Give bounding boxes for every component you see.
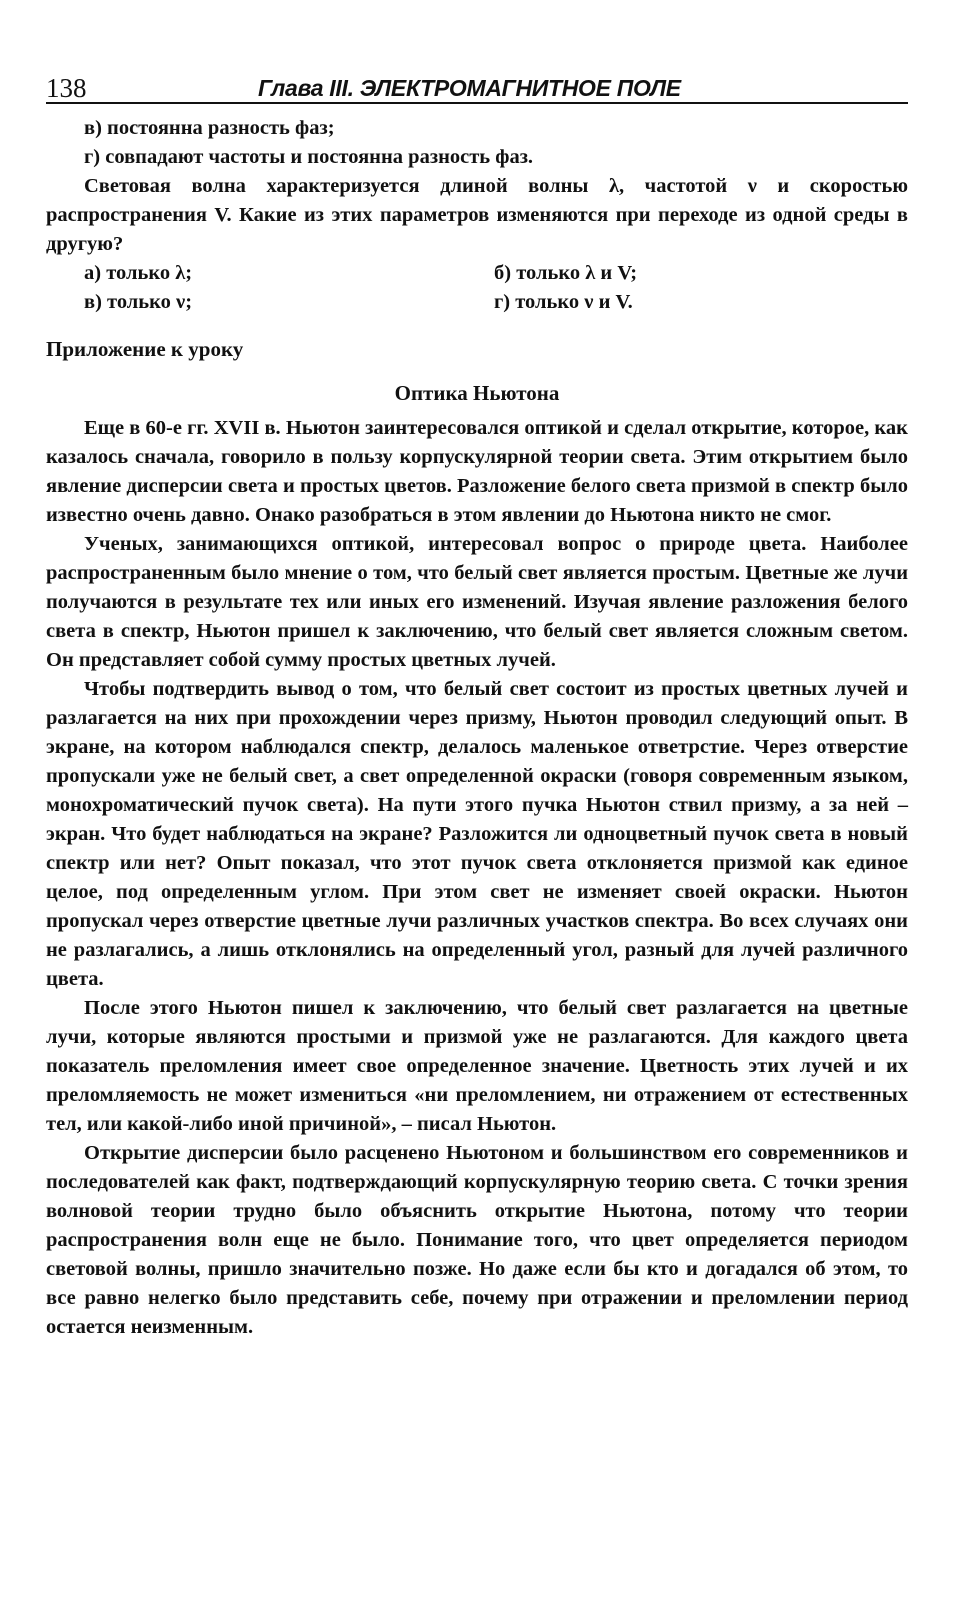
answer-c: в) только ν; (84, 291, 193, 313)
book-page (46, 72, 908, 1342)
section-heading: Приложение к уроку (46, 337, 244, 361)
previous-option-d: г) совпадают частоты и постоянна разность фаз. (84, 146, 534, 168)
paragraph: Еще в 60-е гг. XVII в. Ньютон заинтересовался оптикой и сделал открытие, которое, как казалось сначала, говорило в пользу корпускулярной теории света. Этим открытием было явление дисперсии света и простых цветов. Разложение белого света призмой в спектр было известно очень давно. Онако разобраться в этом явлении до Ньютона никто не смог. (46, 417, 908, 526)
question-text: Световая волна характеризуется длиной волны λ, частотой ν и скоростью распространения V. Какие из этих параметров изменяются при переходе из одной среды в другую? (46, 175, 908, 255)
article-body (46, 414, 908, 1342)
chapter-title: Глава III. ЭЛЕКТРОМАГНИТНОЕ ПОЛЕ (258, 75, 681, 101)
answer-d: г) только ν и V. (494, 291, 633, 313)
page-number: 138 (46, 73, 87, 103)
paragraph: Ученых, занимающихся оптикой, интересовал вопрос о природе цвета. Наиболее распространенным было мнение о том, что белый свет является простым. Цветные же лучи получаются в результате тех или иных его изменений. Изучая явление разложения белого света в спектр, Ньютон пришел к заключению, что белый свет является сложным светом. Он представляет собой сумму простых цветных лучей. (46, 533, 908, 671)
running-header (46, 72, 908, 104)
paragraph: После этого Ньютон пишел к заключению, что белый свет разлагается на цветные лучи, которые являются простыми и призмой уже не разлагаются. Для каждого цвета показатель преломления имеет свое определенное значение. Цветность этих лучей и их преломляемость не может измениться «ни преломлением, ни отражением от естественных тел, или какой-либо иной причиной», – писал Ньютон. (46, 997, 908, 1135)
paragraph: Чтобы подтвердить вывод о том, что белый свет состоит из простых цветных лучей и разлагается на них при прохождении через призму, Ньютон проводил следующий опыт. В экране, на котором наблюдался спектр, делалось маленькое ответрстие. Через отверстие пропускали уже не белый свет, а свет определенной окраски (говоря современным языком, монохроматический пучок света). На пути этого пучка Ньютон ствил призму, а за ней – экран. Что будет наблюдаться на экране? Разложится ли одноцветный пучок света в новый спектр или нет? Опыт показал, что этот пучок света отклоняется призмой как единое целое, под определенным углом. При этом свет не изменяет своей окраски. Ньютон пропускал через отверстие цветные лучи различных участков спектра. Во всех случаях они не разлагались, а лишь отклонялись на определенный угол, разный для лучей различного цвета. (46, 678, 908, 990)
answer-options (46, 259, 908, 317)
answer-b: б) только λ и V; (494, 262, 638, 284)
paragraph: Открытие дисперсии было расценено Ньютоном и большинством его современников и последователей как факт, подтверждающий корпускулярную теорию света. С точки зрения волновой теории трудно было объяснить открытие Ньютона, потому что теории распространения волн еще не было. Понимание того, что цвет определяется периодом световой волны, пришло значительно позже. Но даже если бы кто и догадался об этом, то все равно нелегко было представить себе, почему при отражении и преломлении период остается неизменным. (46, 1142, 908, 1338)
answer-a: а) только λ; (84, 262, 193, 284)
subsection-heading: Оптика Ньютона (394, 381, 560, 405)
previous-option-c: в) постоянна разность фаз; (84, 117, 335, 139)
question-block (46, 114, 908, 317)
